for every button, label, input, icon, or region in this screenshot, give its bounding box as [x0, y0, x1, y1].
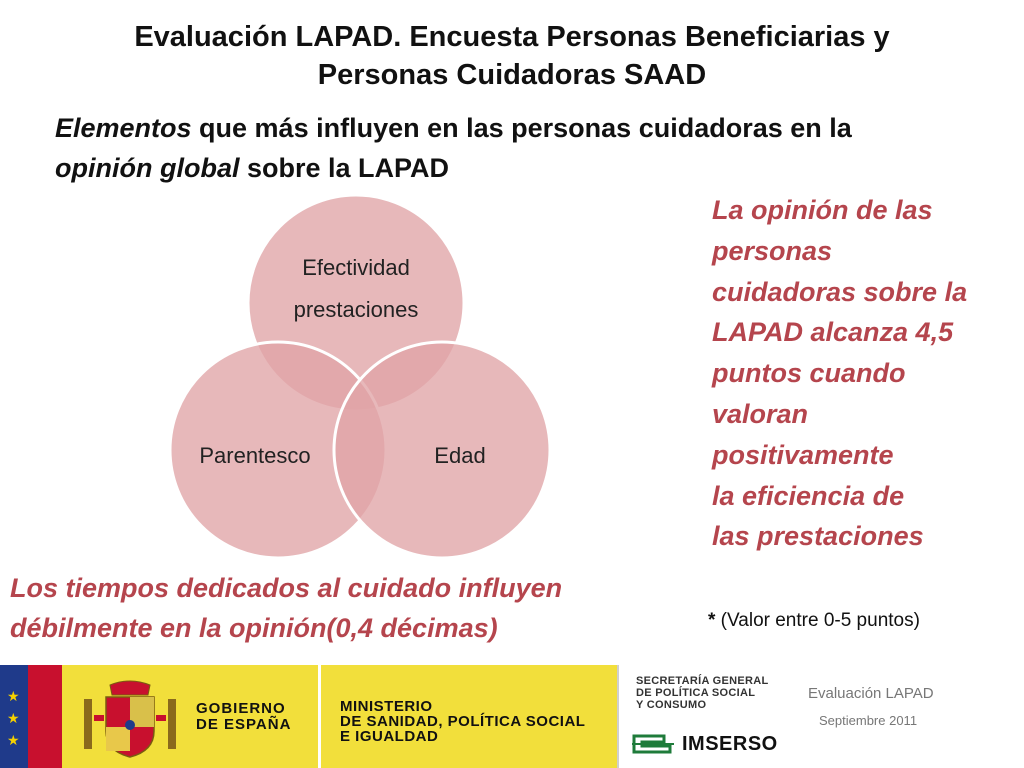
event-date: Septiembre 2011: [819, 713, 918, 728]
ministerio-label: [340, 699, 585, 744]
ministerio-line-2: DE SANIDAD, POLÍTICA SOCIAL: [340, 713, 586, 730]
right-note-line: la eficiencia de: [712, 480, 905, 511]
right-note-line: La opinión de las: [712, 195, 933, 225]
footer-banner: [0, 665, 1024, 768]
right-note-line: positivamente: [712, 439, 894, 470]
secretaria-line-1: SECRETARÍA GENERAL: [636, 675, 769, 687]
subtitle-text-2: sobre la LAPAD: [239, 153, 450, 183]
eu-flag: [0, 665, 62, 768]
slide-title: [40, 18, 984, 94]
right-note: [712, 190, 1012, 557]
title-line-2: Personas Cuidadoras SAAD: [317, 59, 707, 91]
secretaria-line-2: DE POLÍTICA SOCIAL: [636, 687, 756, 699]
title-line-1: Evaluación LAPAD. Encuesta Personas Beneficiarias y: [134, 21, 890, 53]
right-note-line: puntos cuando: [712, 358, 906, 389]
right-note-line: cuidadoras sobre la: [712, 276, 968, 307]
bottom-note-line-1: Los tiempos dedicados al cuidado influyen: [10, 573, 563, 603]
secretaria-line-3: Y CONSUMO: [636, 699, 707, 711]
secretaria-label: [636, 675, 769, 711]
bottom-note-line-2: débilmente en la opinión(0,4 décimas): [10, 613, 498, 643]
footnote-asterisk: *: [708, 610, 716, 631]
slide-subtitle: [55, 108, 955, 188]
venn-label-edad: Edad: [434, 443, 486, 468]
flag-blue-stripe: [0, 665, 28, 768]
star-icon: ★: [7, 688, 20, 704]
venn-label-efectividad-2: prestaciones: [293, 297, 419, 322]
gobierno-de-espana-label: [196, 701, 291, 733]
footnote-text: (Valor entre 0-5 puntos): [715, 610, 920, 631]
footnote: [708, 610, 920, 632]
right-note-line: las prestaciones: [712, 521, 924, 552]
right-note-line: LAPAD alcanza 4,5: [712, 317, 954, 348]
bottom-note: [10, 568, 650, 648]
band-divider: [318, 665, 321, 768]
gobierno-line-1: GOBIERNO: [196, 700, 286, 717]
venn-label-parentesco: Parentesco: [199, 443, 311, 468]
imserso-icon: [630, 730, 676, 758]
subtitle-emphasis-opinion: opinión global: [55, 153, 240, 183]
right-note-line: personas: [712, 235, 833, 266]
star-icon: ★: [7, 732, 20, 748]
gobierno-line-2: DE ESPAÑA: [196, 716, 292, 733]
subtitle-text-1: que más influyen en las personas cuidadoras en la: [191, 113, 852, 143]
subtitle-emphasis-elementos: Elementos: [55, 113, 192, 143]
imserso-label: IMSERSO: [682, 733, 778, 755]
ministerio-line-3: E IGUALDAD: [340, 728, 439, 745]
flag-red-stripe: [28, 665, 62, 768]
event-name: Evaluación LAPAD: [808, 685, 934, 702]
imserso-logo: [630, 728, 790, 760]
ministerio-line-1: MINISTERIO: [340, 698, 433, 715]
coat-of-arms-icon: [80, 679, 180, 759]
star-icon: ★: [7, 710, 20, 726]
venn-diagram: [160, 195, 560, 565]
right-note-line: valoran: [712, 398, 809, 429]
venn-label-efectividad-1: Efectividad: [302, 255, 410, 280]
